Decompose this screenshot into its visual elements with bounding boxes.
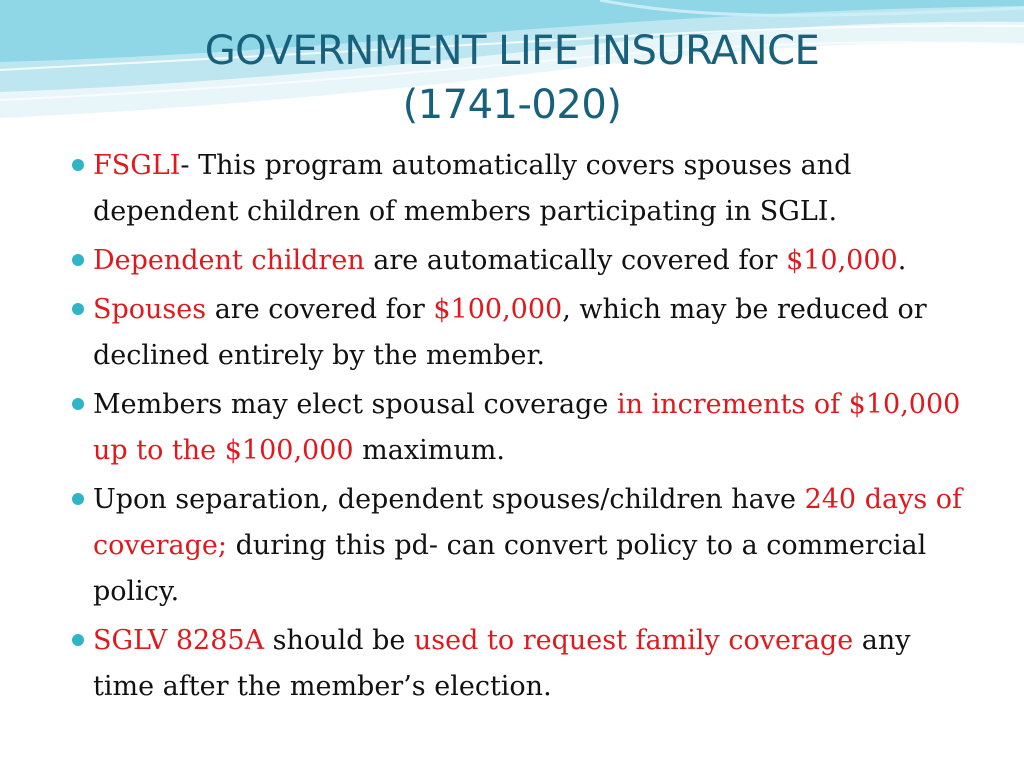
- body-text: - This program automatically covers spouses and dependent children of members participating in SGLI.: [93, 150, 852, 227]
- highlight-text: Dependent children: [93, 245, 365, 276]
- body-text: , which may be reduced or declined entirely by the member.: [93, 294, 927, 371]
- highlight-text: used to request family coverage: [413, 625, 854, 656]
- highlight-text: in increments of $10,000 up to the $100,000: [93, 389, 961, 466]
- body-text: are automatically covered for: [364, 245, 787, 276]
- bullet-item-fsgli: [66, 143, 966, 235]
- highlight-text: $100,000: [433, 294, 563, 325]
- title-line-2: (1741-020): [402, 82, 622, 128]
- bullet-item-sglv-form: [66, 618, 966, 710]
- highlight-text: FSGLI: [93, 150, 181, 181]
- bullet-item-spousal-election: [66, 382, 966, 474]
- bullet-dot-icon: [72, 254, 84, 266]
- highlight-text: Spouses: [93, 294, 207, 325]
- body-text: Upon separation, dependent spouses/children have: [93, 484, 805, 515]
- bullet-item-spouses: [66, 287, 966, 379]
- body-text: .: [897, 245, 907, 276]
- bullet-item-dependent-children: [66, 238, 966, 284]
- highlight-text: 240 days of coverage;: [93, 484, 963, 561]
- body-text: maximum.: [353, 435, 505, 466]
- body-text: during this pd- can convert policy to a commercial policy.: [93, 530, 927, 607]
- body-text: any time after the member’s election.: [93, 625, 911, 702]
- slide-title: [0, 24, 1024, 132]
- bullet-dot-icon: [72, 634, 84, 646]
- highlight-text: $10,000: [786, 245, 898, 276]
- bullet-list: [66, 143, 966, 713]
- bullet-dot-icon: [72, 303, 84, 315]
- body-text: should be: [264, 625, 414, 656]
- bullet-dot-icon: [72, 493, 84, 505]
- body-text: are covered for: [206, 294, 434, 325]
- body-text: Members may elect spousal coverage: [93, 389, 617, 420]
- title-line-1: GOVERNMENT LIFE INSURANCE: [204, 28, 820, 74]
- bullet-dot-icon: [72, 398, 84, 410]
- bullet-item-separation: [66, 477, 966, 615]
- bullet-dot-icon: [72, 159, 84, 171]
- highlight-text: SGLV 8285A: [93, 625, 265, 656]
